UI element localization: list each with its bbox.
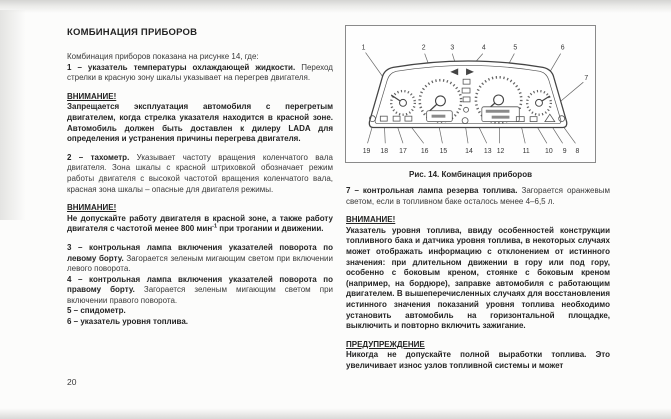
callout-15: 15 xyxy=(439,148,448,156)
callout-14: 14 xyxy=(465,148,473,156)
warning-block-3 xyxy=(346,215,610,332)
item-2 xyxy=(67,153,333,195)
superscript-minus-one: -1 xyxy=(212,223,218,230)
coolant-temperature-gauge xyxy=(391,91,415,115)
page-number: 20 xyxy=(67,377,77,387)
scan-edge-bottom xyxy=(0,408,671,419)
item-7-body: Загорается оранжевым светом, если в топливном баке осталось менее 4–6,5 л. xyxy=(346,186,611,206)
instrument-cluster-diagram xyxy=(346,26,595,162)
item-2-body: Указывает частоту вращения коленчатого вала двигателя. Зона шкалы с красной штриховкой обозначает режим работы двигателя с высокой частотой вращения коленчатого вала, красная зона шкалы – опасные для двигателя режимы. xyxy=(67,152,333,194)
item-1-body: Переход стрелки в красную зону шкалы указывает на перегрев двигателя. xyxy=(67,62,333,83)
callout-8: 8 xyxy=(575,148,580,156)
callout-12: 12 xyxy=(496,148,505,156)
item-4-lead: 4 – контрольная лампа включения указателей поворота по правому борту. xyxy=(67,274,333,295)
warning-block-2 xyxy=(67,203,333,235)
item-2-lead: 2 – тахометр. xyxy=(67,152,130,162)
warning-2-body-start: Не допускайте работу двигателя в красной зоне, а также работу двигателя с частотой менее 800 мин xyxy=(67,213,333,234)
item-5-lead: 5 – спидометр. xyxy=(67,306,126,316)
warning-2-body-end: при трогании и движении. xyxy=(217,224,324,234)
caution-block xyxy=(346,340,610,372)
callout-1: 1 xyxy=(361,44,366,52)
item-6 xyxy=(67,317,333,328)
item-3-lead: 3 – контрольная лампа включения указателей поворота по левому борту. xyxy=(67,242,333,263)
item-6-lead: 6 – указатель уровня топлива. xyxy=(67,317,189,327)
item-5 xyxy=(67,306,333,317)
item-1-lead: 1 – указатель температуры охлаждающей жидкости. xyxy=(67,62,296,72)
speedometer-gauge xyxy=(476,77,521,122)
item-7-lead: 7 – контрольная лампа резерва топлива. xyxy=(346,186,518,195)
item-1 xyxy=(67,63,333,84)
right-column xyxy=(346,186,610,380)
item-3-body: Загорается зеленым мигающим светом при включении левого поворота. xyxy=(67,253,333,274)
warning-3-title: ВНИМАНИЕ! xyxy=(346,215,396,225)
warning-1-body: Запрещается эксплуатация автомобиля с перегретым двигателем, когда стрелка указателя находится в красной зоне. Автомобиль должен быть доставлен к дилеру LADA для определения и устранения причины перегрева двигателя. xyxy=(67,102,333,144)
page-title: КОМБИНАЦИЯ ПРИБОРОВ xyxy=(67,27,198,38)
callout-3: 3 xyxy=(450,44,455,52)
warning-1-title: ВНИМАНИЕ! xyxy=(67,91,117,101)
scan-edge-top xyxy=(0,0,671,13)
caution-title: ПРЕДУПРЕЖДЕНИЕ xyxy=(346,339,425,349)
callout-6: 6 xyxy=(560,44,565,52)
caution-body: Никогда не допускайте полной выработки топлива. Это увеличивает износ узлов топливной системы и может xyxy=(346,350,610,370)
left-column xyxy=(67,27,333,328)
warning-2-body xyxy=(67,214,333,235)
callout-5: 5 xyxy=(513,44,518,52)
scan-edge-left xyxy=(0,10,26,220)
callout-11: 11 xyxy=(522,148,530,156)
fuel-level-gauge xyxy=(527,91,551,115)
figure-14 xyxy=(345,25,596,163)
callout-4: 4 xyxy=(481,44,486,52)
item-7 xyxy=(346,186,610,207)
callout-2: 2 xyxy=(421,44,426,52)
item-3 xyxy=(67,243,333,275)
tachometer-gauge xyxy=(420,80,461,121)
figure-caption: Рис. 14. Комбинация приборов xyxy=(409,170,532,179)
odometer-display xyxy=(482,107,519,122)
callout-9: 9 xyxy=(562,148,567,156)
callout-19: 19 xyxy=(362,148,371,156)
callout-7: 7 xyxy=(584,75,589,83)
callout-16: 16 xyxy=(420,148,429,156)
intro-paragraph: Комбинация приборов показана на рисунке 14, где: xyxy=(67,52,259,61)
callout-10: 10 xyxy=(545,148,553,156)
warning-3-body: Указатель уровня топлива, ввиду особенностей конструкции топливного бака и датчика уровня топлива, в некоторых случаях может отображать информацию с отклонением от истинного значения: при длительном движении в гору или под гору, особенно с боковым креном, стоянке с боковым креном (например, на бордюре), заправке автомобиля с работающим двигателем. В вышеперечисленных случаях для восстановления истинного значения показаний уровня топлива необходимо установить автомобиль на горизонтальной площадке, выключить и повторно включить зажигание. xyxy=(346,225,610,331)
item-4 xyxy=(67,275,333,307)
warning-block-1 xyxy=(67,92,333,145)
callout-17: 17 xyxy=(399,148,407,156)
warning-2-title: ВНИМАНИЕ! xyxy=(67,203,117,213)
callout-18: 18 xyxy=(380,148,389,156)
callout-13: 13 xyxy=(483,148,492,156)
item-4-body: Загорается зеленым мигающим светом при включении правого поворота. xyxy=(67,285,333,305)
